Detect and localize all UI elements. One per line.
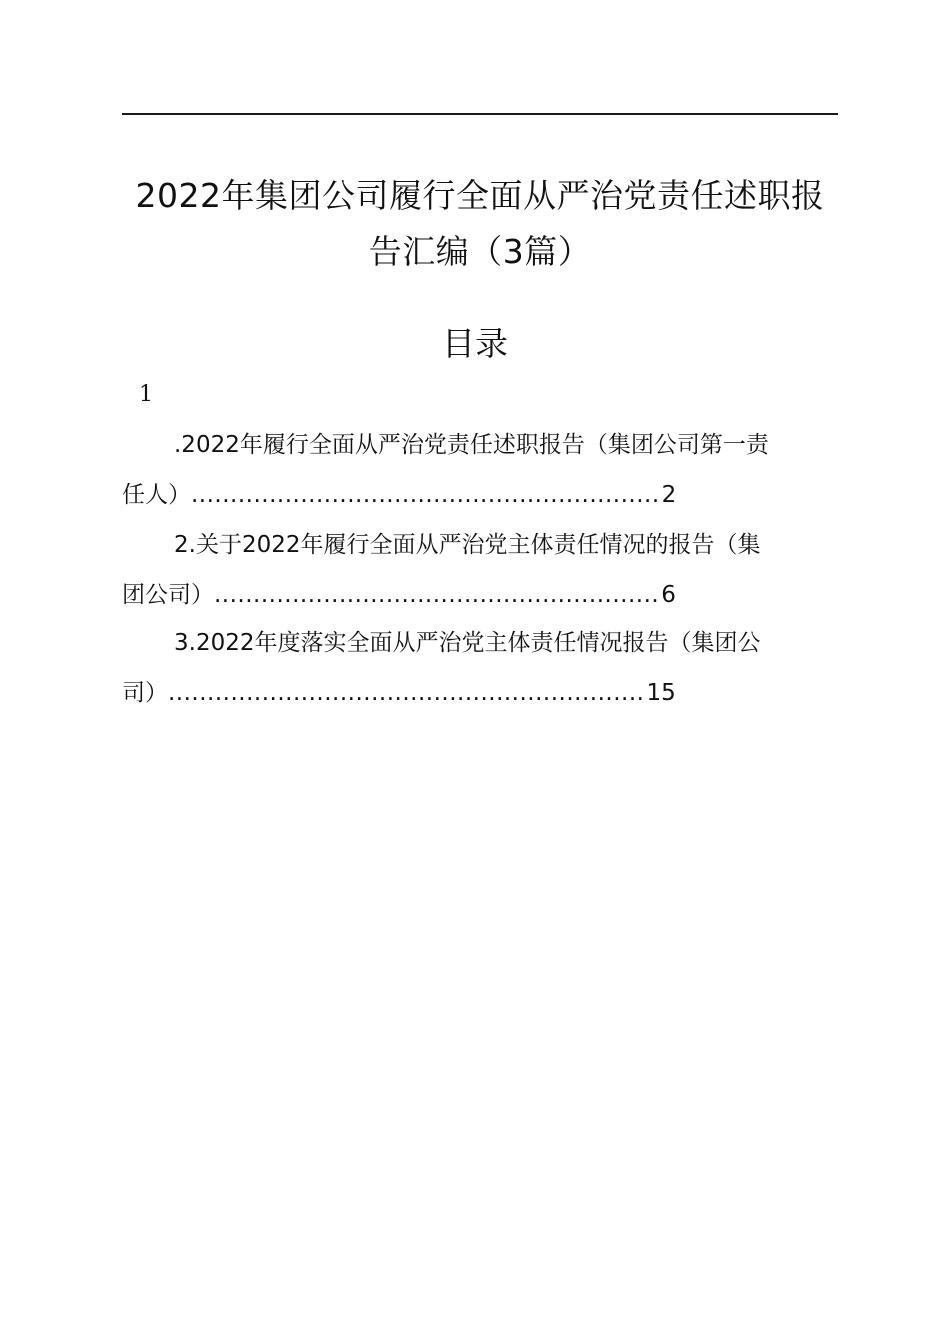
toc-page-number: 2 [661,482,677,508]
toc-entry-title: 3.2022年度落实全面从严治党主体责任情况报告（集团公 [174,630,761,656]
toc-entry-title-end: 团公司） [122,582,214,608]
toc-entry-1[interactable] [122,420,840,520]
toc-leader-dots: ............................................................. [168,680,645,706]
title-line-2: 告汇编（3篇） [368,232,592,271]
toc-entry-continuation [122,470,840,520]
toc-entry-title-end: 任人） [122,482,191,508]
toc-entry-title: 2.关于2022年履行全面从严治党主体责任情况的报告（集 [174,532,761,558]
title-line-1: 2022年集团公司履行全面从严治党责任述职报 [135,176,825,215]
toc-entry-continuation [122,668,840,718]
toc-heading: 目录 [442,324,508,363]
toc-entry-title-end: 司） [122,680,168,706]
document-title [110,168,850,280]
toc-entry-2[interactable] [122,520,840,620]
toc-entry-3[interactable] [122,618,840,718]
toc-page-number: 15 [646,680,676,706]
toc-leader-dots: ............................................................ [191,482,660,508]
toc-leader-dots: ......................................................... [214,582,660,608]
list-number: 1 [139,382,153,407]
toc-entry-continuation [122,570,840,620]
toc-page-number: 6 [661,582,676,608]
toc-entry-title: .2022年履行全面从严治党责任述职报告（集团公司第一责 [174,432,769,458]
header-rule [122,113,838,115]
